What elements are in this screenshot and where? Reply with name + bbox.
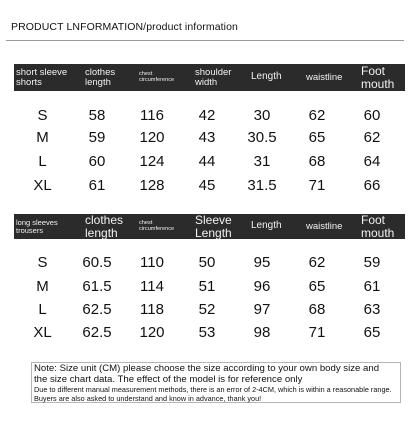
header-line: long sleeves <box>16 217 58 227</box>
table1-header-shoulder-width <box>195 64 249 91</box>
table-row <box>14 253 405 273</box>
table-cell: 62.5 <box>82 301 112 318</box>
table-cell: 59 <box>88 129 106 146</box>
table-row <box>14 277 405 297</box>
header-line: waistline <box>306 71 343 83</box>
table-row <box>14 152 405 172</box>
table-cell: 120 <box>139 324 165 341</box>
table-cell: 124 <box>139 153 165 170</box>
header-line: waistline <box>306 220 343 232</box>
table-cell: 118 <box>140 301 164 318</box>
table2-header-waistline <box>306 214 358 239</box>
header-line: Length <box>195 225 232 240</box>
table-cell: 65 <box>363 324 381 341</box>
header-line: Foot <box>361 63 386 78</box>
table-cell: 50 <box>198 254 216 271</box>
size-cell: S <box>37 107 48 124</box>
table-cell: 65 <box>308 129 326 146</box>
table-cell: 61.5 <box>82 278 112 295</box>
table-cell: 61 <box>363 278 381 295</box>
header-line: trousers <box>16 225 44 235</box>
table2-header-foot-mouth <box>361 214 405 239</box>
header-line: circumference <box>139 76 175 83</box>
table-cell: 31 <box>253 153 271 170</box>
table-cell: 71 <box>308 324 326 341</box>
table-cell: 30 <box>253 107 271 124</box>
size-cell: L <box>38 153 47 170</box>
table-cell: 128 <box>139 177 165 194</box>
size-cell: S <box>37 254 48 271</box>
header-line: circumference <box>139 225 175 232</box>
table-cell: 96 <box>253 278 271 295</box>
table2-header-chest <box>139 214 191 239</box>
table-cell: 58 <box>88 107 106 124</box>
table1-header-foot-mouth <box>361 64 405 91</box>
table-cell: 97 <box>253 301 271 318</box>
table-cell: 62 <box>363 129 381 146</box>
table-cell: 114 <box>140 278 164 295</box>
header-line: Sleeve <box>195 212 232 227</box>
table-cell: 59 <box>363 254 381 271</box>
header-line: length <box>85 225 118 240</box>
table1-header-clothes-length <box>85 64 137 91</box>
table1-header <box>14 64 405 91</box>
size-cell: L <box>38 301 47 318</box>
table-cell: 110 <box>140 254 164 271</box>
table-cell: 42 <box>198 107 216 124</box>
size-note-box <box>31 362 401 403</box>
table-cell: 66 <box>363 177 381 194</box>
table-row <box>14 128 405 148</box>
note-disclaimer: Due to different manual measurement methods, there is an error of 2-4CM, which is within a reasonable range. Buyers are also asked to understand and know in advance, thank you! <box>34 385 392 403</box>
header-line: chest <box>139 70 153 77</box>
header-line: width <box>195 76 218 88</box>
title-divider <box>6 40 404 41</box>
table2-header-clothes-length <box>85 214 137 239</box>
size-cell: M <box>36 278 49 295</box>
table-cell: 62.5 <box>82 324 112 341</box>
table2-header-length <box>251 214 305 239</box>
table1-header-chest <box>139 64 191 91</box>
table-cell: 44 <box>198 153 216 170</box>
page-title: PRODUCT LNFORMATION/product information <box>11 21 238 33</box>
table1-header-length <box>251 64 305 91</box>
table-cell: 45 <box>198 177 216 194</box>
table-cell: 71 <box>308 177 326 194</box>
table-cell: 62 <box>308 254 326 271</box>
header-line: clothes <box>85 212 124 227</box>
table-cell: 60 <box>88 153 106 170</box>
size-cell: M <box>36 129 49 146</box>
header-line: Length <box>251 220 282 232</box>
header-line: short sleeve <box>16 66 68 78</box>
table1-header-waistline <box>306 64 358 91</box>
header-line: mouth <box>361 225 395 240</box>
table-cell: 120 <box>139 129 165 146</box>
table-cell: 61 <box>88 177 106 194</box>
table-row <box>14 323 405 343</box>
header-line: length <box>85 76 111 88</box>
table-row <box>14 300 405 320</box>
table-cell: 31.5 <box>247 177 277 194</box>
note-line: the size chart data. The effect of the model is for reference only <box>34 373 303 385</box>
table-cell: 52 <box>198 301 216 318</box>
table2-header-sleeve-length <box>195 214 249 239</box>
table-cell: 68 <box>308 153 326 170</box>
header-line: clothes <box>85 66 116 78</box>
table-cell: 60 <box>363 107 381 124</box>
table-cell: 116 <box>140 107 164 124</box>
header-line: shoulder <box>195 66 232 78</box>
table-cell: 65 <box>308 278 326 295</box>
table2-header-category <box>16 214 83 239</box>
table-cell: 30.5 <box>247 129 277 146</box>
table-row <box>14 106 405 126</box>
size-cell: XL <box>33 177 52 194</box>
header-line: chest <box>139 219 153 226</box>
size-cell: XL <box>33 324 52 341</box>
table-cell: 43 <box>198 129 216 146</box>
header-line: Length <box>251 71 282 83</box>
note-line: Note: Size unit (CM) please choose the size according to your own body size and <box>34 363 380 374</box>
table2-header <box>14 214 405 239</box>
table-cell: 95 <box>253 254 271 271</box>
table-cell: 51 <box>198 278 216 295</box>
table-cell: 98 <box>253 324 271 341</box>
table-cell: 62 <box>308 107 326 124</box>
table-cell: 53 <box>198 324 216 341</box>
table1-header-category <box>16 64 83 91</box>
table-cell: 64 <box>363 153 381 170</box>
header-line: mouth <box>361 76 395 91</box>
table-cell: 60.5 <box>82 254 112 271</box>
table-cell: 63 <box>363 301 381 318</box>
header-line: shorts <box>16 76 42 88</box>
table-cell: 68 <box>308 301 326 318</box>
header-line: Foot <box>361 212 386 227</box>
table-row <box>14 176 405 196</box>
